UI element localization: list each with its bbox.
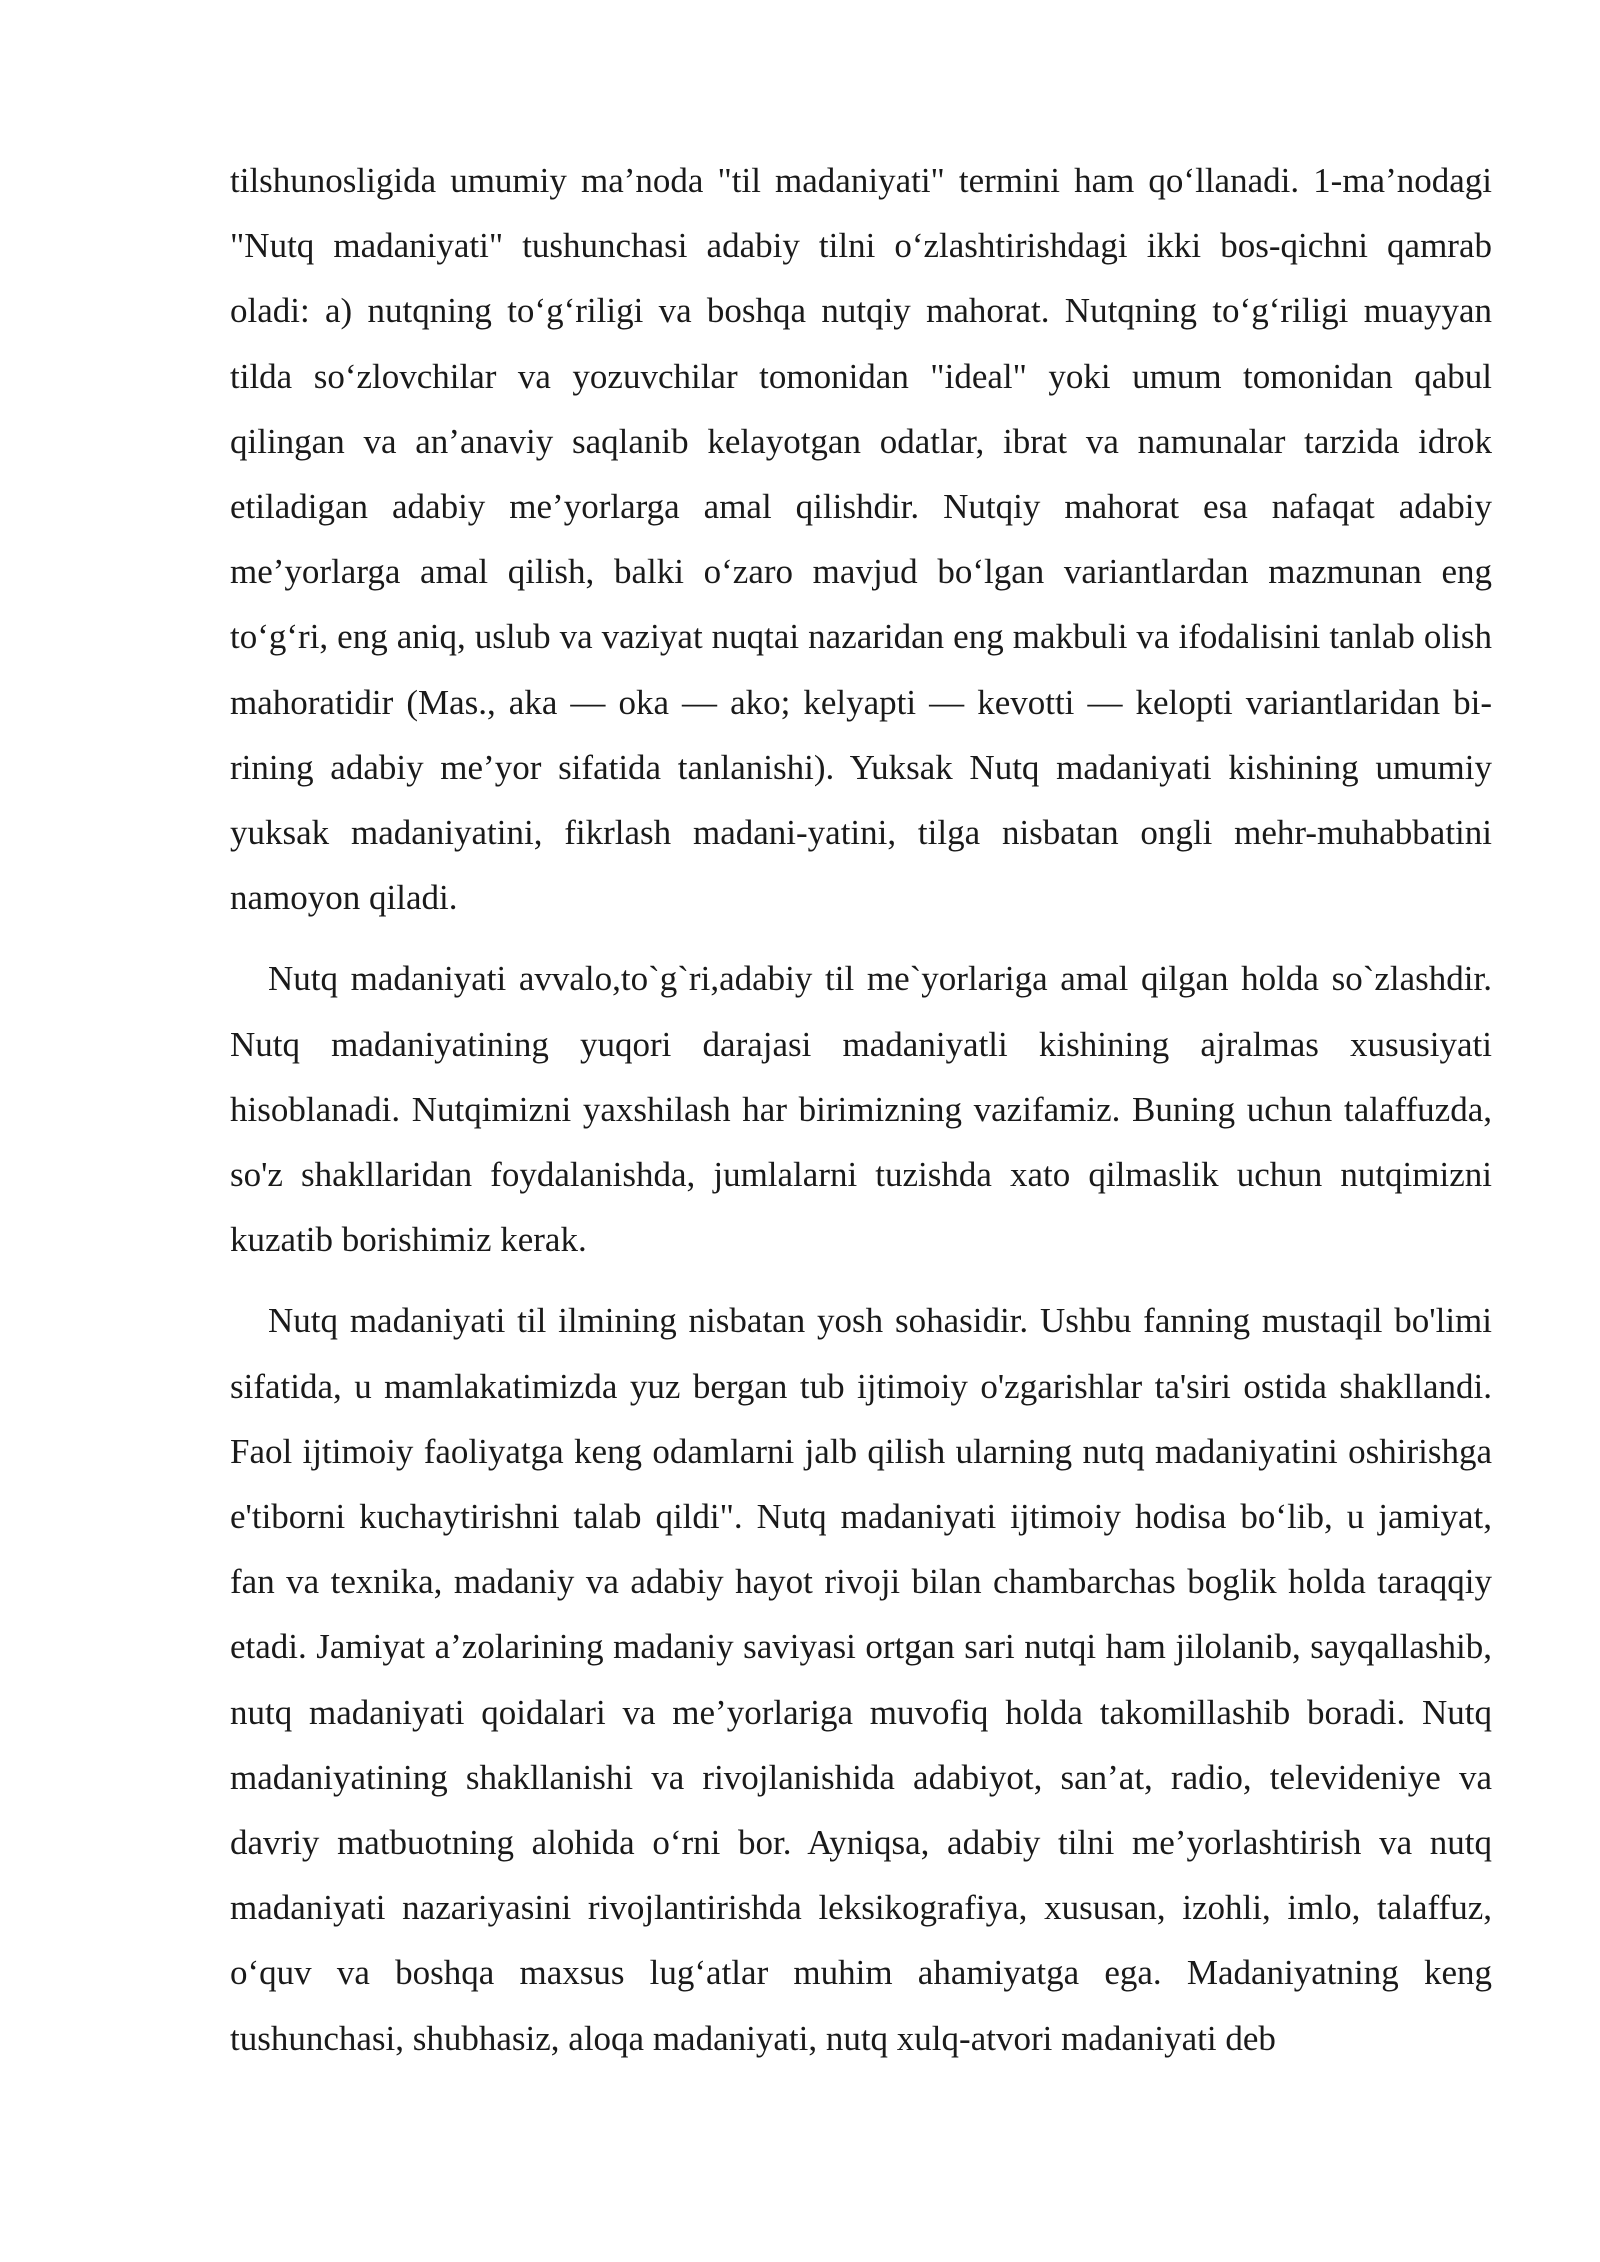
paragraph-3: Nutq madaniyati til ilmining nisbatan yosh sohasidir. Ushbu fanning mustaqil bo'limi sifatida, u mamlakatimizda yuz bergan tub ijtimoiy o'zgarishlar ta'siri ostida shakllandi. Faol ijtimoiy faoliyatga keng odamlarni jalb qilish ularning nutq madaniyatini oshirishga e'tiborni kuchaytirishni talab qildi". Nutq madaniyati ijtimoiy hodisa bo‘lib, u jamiyat, fan va texnika, madaniy va adabiy hayot rivoji bilan chambarchas boglik holda taraqqiy etadi. Jamiyat a’zolarining madaniy saviyasi ortgan sari nutqi ham jilolanib, sayqallashib, nutq madaniyati qoidalari va me’yorlariga muvofiq holda takomillashib boradi. Nutq madaniyatining shakllanishi va rivojlanishida adabiyot, san’at, radio, televideniye va davriy matbuotning alohida o‘rni bor. Ayniqsa, adabiy tilni me’yorlashtirish va nutq madaniyati nazariyasini rivojlantirishda leksikografiya, xususan, izohli, imlo, talaffuz, o‘quv va boshqa maxsus lug‘atlar muhim ahamiyatga ega. Madaniyatning keng tushunchasi, shubhasiz, aloqa madaniyati, nutq xulq-atvori madaniyati deb: [230, 1301, 1492, 2058]
paragraph-2: Nutq madaniyati avvalo,to`g`ri,adabiy til me`yorlariga amal qilgan holda so`zlashdir. Nutq madaniyatining yuqori darajasi madaniyatli kishining ajralmas xususiyati hisoblanadi. Nutqimizni yaxshilash har birimizning vazifamiz. Buning uchun talaffuzda, so'z shakllaridan foydalanishda, jumlalarni tuzishda xato qilmaslik uchun nutqimizni kuzatib borishimiz kerak.: [230, 959, 1492, 1260]
paragraph-1: tilshunosligida umumiy ma’noda "til madaniyati" termini ham qo‘llanadi. 1-ma’nodagi "Nutq madaniyati" tushunchasi adabiy tilni o‘zlashtirishdagi ikki bos-qichni qamrab oladi: a) nutqning to‘g‘riligi va boshqa nutqiy mahorat. Nutqning to‘g‘riligi muayyan tilda so‘zlovchilar va yozuvchilar tomonidan "ideal" yoki umum tomonidan qabul qilingan va an’anaviy saqlanib kelayotgan odatlar, ibrat va namunalar tarzida idrok etiladigan adabiy me’yorlarga amal qilishdir. Nutqiy mahorat esa nafaqat adabiy me’yorlarga amal qilish, balki o‘zaro mavjud bo‘lgan variantlardan mazmunan eng to‘g‘ri, eng aniq, uslub va vaziyat nuqtai nazaridan eng makbuli va ifodalisini tanlab olish mahoratidir (Mas., aka — oka — ako; kelyapti — kevotti — kelopti variantlaridan bi-rining adabiy me’yor sifatida tanlanishi). Yuksak Nutq madaniyati kishining umumiy yuksak madaniyatini, fikrlash madani-yatini, tilga nisbatan ongli mehr-muhabbatini namoyon qiladi.: [230, 161, 1492, 918]
document-page: [230, 148, 1492, 2071]
